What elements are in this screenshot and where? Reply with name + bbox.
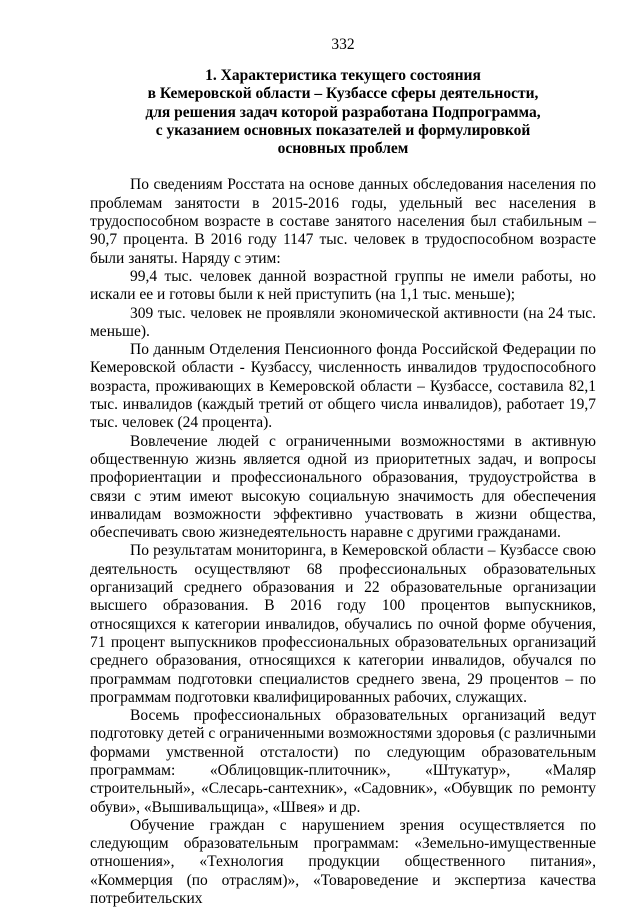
paragraph: Вовлечение людей с ограниченными возможностями в активную общественную жизнь является одной из приоритетных задач, и вопросы профориентации и профессионального образования, трудоустройства в связи с этим имеют высокую социальную значимость для обеспечения инвалидам возможности эффективно участвовать в жизни общества, обеспечивать свою жизнедеятельность наравне с другими гражданами. <box>90 432 596 542</box>
paragraph: 99,4 тыс. человек данной возрастной группы не имели работы, но искали ее и готовы были к ней приступить (на 1,1 тыс. меньше); <box>90 267 596 304</box>
heading-line: в Кемеровской области – Кузбассе сферы деятельности, <box>147 85 539 103</box>
heading-line: для решения задач которой разработана Подпрограмма, <box>145 103 541 121</box>
paragraph: По результатам мониторинга, в Кемеровской области – Кузбассе свою деятельность осуществляют 68 профессиональных образовательных организаций среднего образования и 22 образовательные организации высшего образования. В 2016 году 100 процентов выпускников, относящихся к категории инвалидов, обучались по очной форме обучения, 71 процент выпускников профессиональных образовательных организаций среднего образования, относящихся к категории инвалидов, обучался по программам подготовки специалистов среднего звена, 29 процентов – по программам подготовки квалифицированных рабочих, служащих. <box>90 542 596 706</box>
paragraph: По сведениям Росстата на основе данных обследования населения по проблемам занятости в 2015-2016 годы, удельный вес населения в трудоспособном возрасте в составе занятого населения был стабильным – 90,7 процента. В 2016 году 1147 тыс. человек в трудоспособном возрасте были заняты. Наряду с этим: <box>90 176 596 267</box>
section-heading <box>90 67 596 158</box>
heading-line: основных проблем <box>277 140 409 158</box>
heading-line: с указанием основных показателей и формулировкой <box>155 121 531 139</box>
paragraph: Восемь профессиональных образовательных организаций ведут подготовку детей с ограниченными возможностями здоровья (с различными формами умственной отсталости) по следующим образовательным программам: «Облицовщик-плиточник», «Штукатур», «Маляр строительный», «Слесарь-сантехник», «Садовник», «Обувщик по ремонту обуви», «Вышивальщица», «Швея» и др. <box>90 707 596 816</box>
paragraph: По данным Отделения Пенсионного фонда Российской Федерации по Кемеровской области - Кузбассу, численность инвалидов трудоспособного возраста, проживающих в Кемеровской области – Кузбассе, составила 82,1 тыс. инвалидов (каждый третий от общего числа инвалидов), работает 19,7 тыс. человек (24 процента). <box>90 341 596 432</box>
paragraph: 309 тыс. человек не проявляли экономической активности (на 24 тыс. меньше). <box>90 304 596 340</box>
page-number: 332 <box>331 36 355 53</box>
paragraph: Обучение граждан с нарушением зрения осуществляется по следующим образовательным программам: «Земельно-имущественные отношения», «Технология продукции общественного питания», «Коммерция (по отраслям)», «Товароведение и экспертиза качества потребительских <box>90 816 596 908</box>
body-text <box>90 176 596 908</box>
heading-line: 1. Характеристика текущего состояния <box>205 67 481 84</box>
document-page <box>90 36 596 908</box>
